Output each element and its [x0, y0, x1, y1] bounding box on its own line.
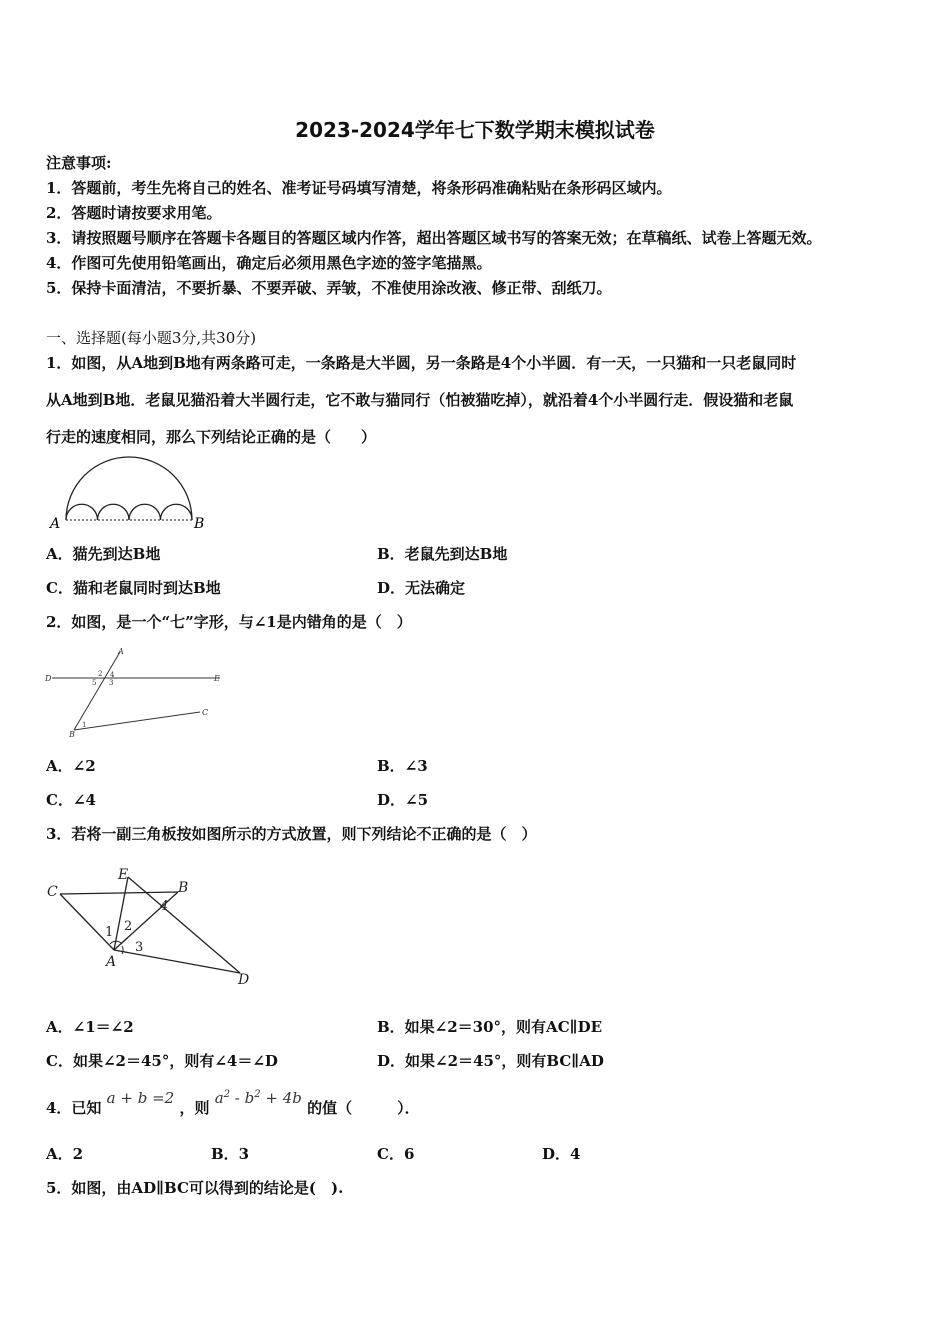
question-2-figure [42, 644, 232, 740]
expr-sup: 2 [254, 1089, 261, 1100]
question-3-figure [44, 862, 264, 994]
angle-label-3: 3 [109, 679, 114, 687]
expr-a: a [214, 1089, 224, 1107]
option-b[interactable]: B．∠3 [377, 757, 428, 775]
question-4-condition: a + b =2 [106, 1089, 175, 1107]
expr-tail: + 4b [260, 1089, 302, 1107]
option-c[interactable]: C．6 [377, 1145, 415, 1163]
option-a[interactable]: A．∠1＝∠2 [46, 1018, 134, 1036]
segment-ad [114, 950, 240, 973]
notice-item: 1．答题前，考生先将自己的姓名、准考证号码填写清楚，将条形码准确粘贴在条形码区域内。 [46, 179, 672, 197]
point-label-e: E [118, 867, 129, 883]
large-semicircle [66, 457, 192, 520]
expr-minus: - b [230, 1089, 255, 1107]
angle-label-4: 4 [160, 899, 169, 914]
option-b[interactable]: B．老鼠先到达B地 [377, 545, 508, 563]
notice-item: 3．请按照题号顺序在答题卡各题目的答题区域内作答，超出答题区域书写的答案无效；在草稿纸、试卷上答题无效。 [46, 229, 822, 247]
line-bc [74, 712, 200, 730]
angle-label-4: 4 [110, 671, 115, 679]
notice-item: 2．答题时请按要求用笔。 [46, 204, 222, 222]
angle-arc [122, 946, 123, 954]
question-2-stem: 2．如图，是一个“七”字形，与∠1是内错角的是（ ） [46, 613, 412, 631]
page-title: 2023-2024学年七下数学期末模拟试卷 [295, 118, 655, 142]
question-1-line: 行走的速度相同，那么下列结论正确的是（ ） [46, 428, 377, 446]
angle-label-2: 2 [124, 919, 133, 934]
question-4-stem [46, 1089, 420, 1118]
option-a[interactable]: A．2 [46, 1145, 84, 1163]
point-label-a: A [118, 647, 124, 656]
angle-label-5: 5 [92, 679, 97, 687]
option-a[interactable]: A．∠2 [46, 757, 96, 775]
question-5-stem: 5．如图，由AD∥BC可以得到的结论是( ). [46, 1179, 344, 1197]
question-4-prefix: 4．已知 [46, 1099, 102, 1117]
notice-heading: 注意事项: [46, 154, 112, 172]
angle-label-1: 1 [105, 925, 114, 940]
point-label-c: C [202, 708, 209, 717]
segment-cb [60, 892, 178, 894]
point-label-d: D [45, 674, 52, 683]
segment-ca [60, 894, 114, 950]
section-heading: 一、选择题(每小题3分,共30分) [46, 329, 257, 347]
option-c[interactable]: C．如果∠2＝45°，则有∠4＝∠D [46, 1052, 278, 1070]
question-1-line: 从A地到B地．老鼠见猫沿着大半圆行走，它不敢与猫同行（怕被猫吃掉），就沿着4个小半圆行走．假设猫和老鼠 [46, 391, 794, 409]
option-b[interactable]: B．如果∠2＝30°，则有AC∥DE [377, 1018, 603, 1036]
angle-label-2: 2 [98, 670, 103, 678]
option-d[interactable]: D．∠5 [377, 791, 429, 809]
option-b[interactable]: B．3 [211, 1145, 250, 1163]
angle-label-3: 3 [135, 940, 144, 955]
small-semicircle [129, 504, 161, 520]
small-semicircle [98, 504, 130, 520]
question-3-stem: 3．若将一副三角板按如图所示的方式放置，则下列结论不正确的是（ ） [46, 825, 537, 843]
small-semicircle [161, 504, 193, 520]
question-4-mid: ，则 [179, 1099, 210, 1117]
point-label-a: A [106, 954, 117, 970]
option-c[interactable]: C．∠4 [46, 791, 96, 809]
point-label-e: E [214, 674, 220, 683]
line-ab [74, 652, 120, 730]
option-a[interactable]: A．猫先到达B地 [46, 545, 161, 563]
expr-sup: 2 [223, 1089, 231, 1100]
question-4-expression [215, 1089, 302, 1107]
notice-item: 4．作图可先使用铅笔画出，确定后必须用黑色字迹的签字笔描黑。 [46, 254, 492, 272]
point-label-a: A [50, 516, 61, 532]
notice-item: 5．保持卡面清洁，不要折暴、不要弄破、弄皱，不准使用涂改液、修正带、刮纸刀。 [46, 279, 612, 297]
option-d[interactable]: D．4 [542, 1145, 581, 1163]
option-d[interactable]: D．如果∠2＝45°，则有BC∥AD [377, 1052, 604, 1070]
option-c[interactable]: C．猫和老鼠同时到达B地 [46, 579, 221, 597]
point-label-b: B [69, 730, 75, 739]
question-1-figure [46, 452, 216, 534]
question-1-line: 1．如图，从A地到B地有两条路可走，一条路是大半圆，另一条路是4个小半圆．有一天，一只猫和一只老鼠同时 [46, 354, 797, 372]
question-4-suffix: 的值（ ）． [307, 1099, 420, 1117]
small-semicircle [66, 504, 98, 520]
point-label-b: B [178, 880, 189, 896]
option-d[interactable]: D．无法确定 [377, 579, 466, 597]
point-label-b: B [194, 516, 205, 532]
angle-label-1: 1 [82, 721, 87, 729]
point-label-d: D [238, 972, 250, 988]
point-label-c: C [47, 884, 58, 900]
